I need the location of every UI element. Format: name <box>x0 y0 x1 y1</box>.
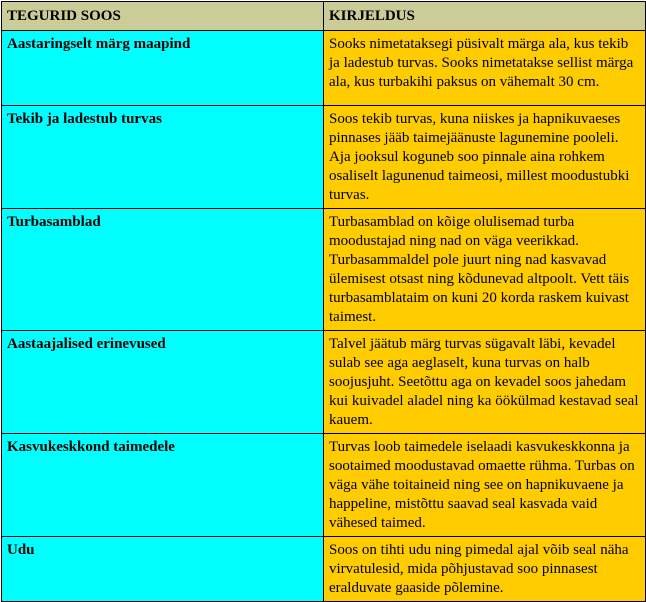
description-cell: Sooks nimetataksegi püsivalt märga ala, kus tekib ja ladestub turvas. Sooks nimetatakse sellist märga ala, kus turbakihi paksus on vähemalt 30 cm. <box>324 31 646 106</box>
table-row <box>2 31 646 106</box>
factors-table <box>1 1 646 602</box>
factor-cell: Aastaringselt märg maapind <box>2 31 324 106</box>
table-header-row <box>2 2 646 31</box>
description-cell: Talvel jäätub märg turvas sügavalt läbi, kevadel sulab see aga aeglaselt, kuna turvas on halb soojusjuht. Seetõttu aga on kevadel soos jahedam kui kuivadel aladel ning ka öökülmad kestavad seal kauem. <box>324 331 646 434</box>
table-row <box>2 106 646 209</box>
factor-cell: Turbasamblad <box>2 209 324 331</box>
header-description: KIRJELDUS <box>324 2 646 31</box>
table-row <box>2 434 646 537</box>
description-cell: Soos tekib turvas, kuna niiskes ja hapnikuvaeses pinnases jääb taimejäänuste lagunemine pooleli. Aja jooksul koguneb soo pinnale aina rohkem osaliselt lagunenud taimeosi, millest moodustubki turvas. <box>324 106 646 209</box>
header-factor: TEGURID SOOS <box>2 2 324 31</box>
table-row <box>2 537 646 602</box>
description-cell: Turbasamblad on kõige olulisemad turba moodustajad ning nad on väga veerikkad. Turbasammaldel pole juurt ning nad kasvavad ülemisest otsast ning kõdunevad altpoolt. Vett täis turbasamblataim on kuni 20 korda raskem kuivast taimest. <box>324 209 646 331</box>
table-row <box>2 209 646 331</box>
factor-cell: Udu <box>2 537 324 602</box>
factor-cell: Aastaajalised erinevused <box>2 331 324 434</box>
table-row <box>2 331 646 434</box>
description-cell: Turvas loob taimedele iselaadi kasvukeskkonna ja sootaimed moodustavad omaette rühma. Turbas on väga vähe toitaineid ning see on hapnikuvaene ja happeline, mistõttu saavad seal kasvada vaid vähesed taimed. <box>324 434 646 537</box>
factor-cell: Tekib ja ladestub turvas <box>2 106 324 209</box>
factor-cell: Kasvukeskkond taimedele <box>2 434 324 537</box>
description-cell: Soos on tihti udu ning pimedal ajal võib seal näha virvatulesid, mida põhjustavad soo pinnasest eralduvate gaaside põlemine. <box>324 537 646 602</box>
